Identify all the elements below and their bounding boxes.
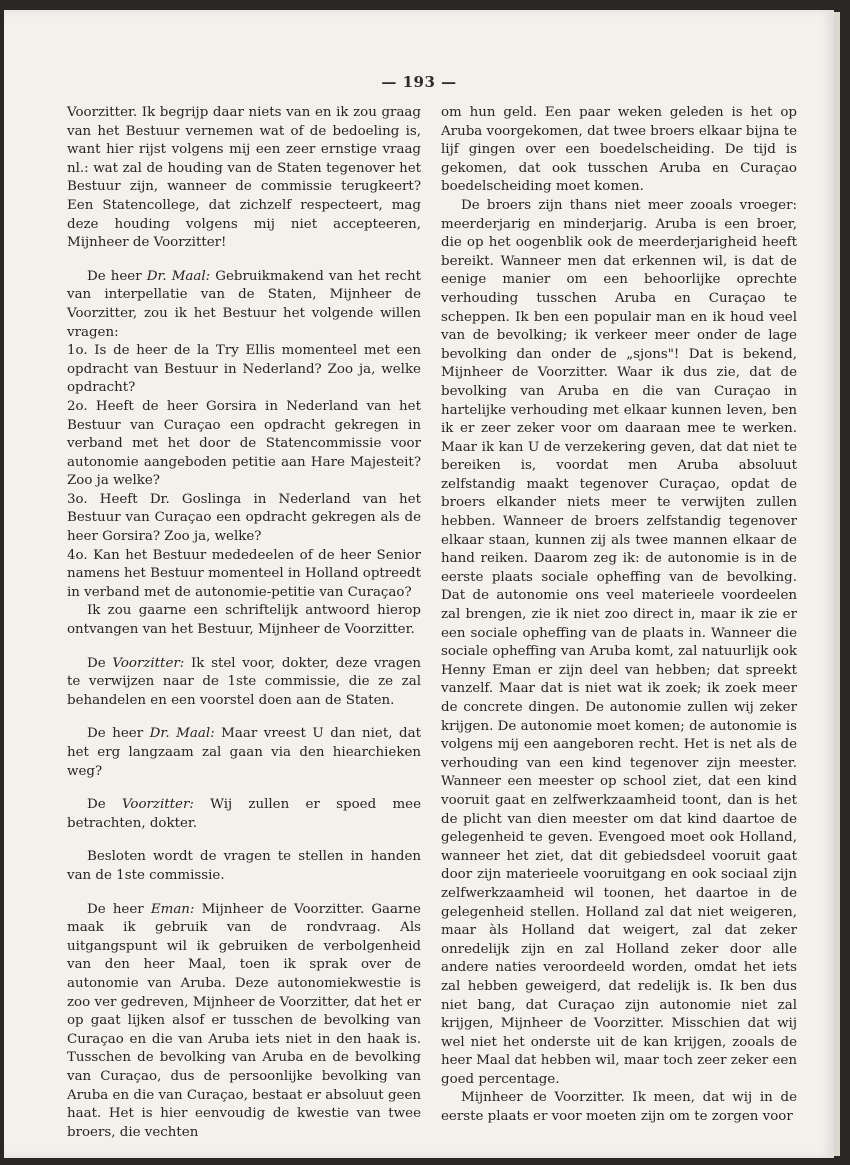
paragraph: Besloten wordt de vragen te stellen in handen van de 1ste commissie. bbox=[67, 849, 421, 883]
paragraph: Mijnheer de Voorzitter. Ik meen, dat wij in de eerste plaats er voor moeten zijn om te zorgen voor bbox=[441, 1090, 797, 1125]
paragraph: De Voorzitter: Wij zullen er spoed mee betrachten, dokter. bbox=[67, 797, 421, 831]
paragraph: De broers zijn thans niet meer zooals vroeger: meerderjarig en minderjarig. Aruba is een broer, die op het oogenblik ook de meerderjarigheid heeft bereikt. Wanneer men dat erkennen wil, is dat de eenige manier om een behoorlijke oprechte verhouding tusschen Aruba en Curaçao te scheppen. Ik ben een populair man en ik houd veel van de bevolking; ik verkeer meer onder de lage bevolking dan onder de „sjons"! Dat is bekend, Mijnheer de Voorzitter. Waar ik dus zie, dat de bevolking van Aruba en die van Curaçao in hartelijke verhouding met elkaar kunnen leven, ben ik er zeer zeker voor om daaraan mee te werken. Maar ik kan U de verzekering geven, dat dat niet te bereiken is, voordat men Aruba absoluut zelfstandig maakt tegenover Curaçao, opdat de broers elkander niets meer te verwijten zullen hebben. Wanneer de broers zelfstandig tegenover elkaar staan, kunnen zij als twee mannen elkaar de hand reiken. Daarom zeg ik: de autonomie is in de eerste plaats sociale opheffing van de bevolking. Dat de autonomie ons veel materieele voordeelen zal brengen, zie ik niet zoo direct in, maar ik zie er een sociale opheffing van de plaats in. Wanneer die sociale opheffing van Aruba komt, zal natuurlijk ook Henny Eman er zijn deel van hebben; dat spreekt vanzelf. Maar dat is niet wat ik zoek; ik zoek meer de concrete dingen. De autonomie zullen wij zeker krijgen. De autonomie moet komen; de autonomie is volgens mij een aangeboren recht. Het is net als de verhouding van een kind tegenover zijn meester. Wanneer een meester op school ziet, dat een kind vooruit gaat en zelfwerkzaamheid toont, dan is het de plicht van dien meester om dat kind daartoe de gelegenheid te geven. Evengoed moet ook Holland, wanneer het ziet, dat dit gebiedsdeel vooruit gaat door zijn materieele vooruitgang en ook sociaal zijn zelfwerkzaamheid wil toonen, het daartoe in de gelegenheid stellen. Holland zal dat niet weigeren, maar àls Holland dat weigert, zal dat zeker onredelijk zijn en zal Holland zeker door alle andere naties veroordeeld worden, omdat het iets zal hebben geweigerd, dat redelijk is. Ik ben dus niet bang, dat Curaçao zijn autonomie niet zal krijgen, Mijnheer de Voorzitter. Misschien dat wij wel niet het onderste uit de kan krijgen, zooals de heer Maal dat hebben wil, maar toch zeer zeker een goed percentage. bbox=[441, 197, 797, 1087]
question-item: 2o. Heeft de heer Gorsira in Nederland van het Bestuur van Curaçao een opdracht gekregen in verband met het door de Statencommissie voor autonomie aangeboden petitie aan Hare Majesteit? Zoo ja welke? bbox=[67, 398, 421, 489]
paragraph: De heer Eman: Mijnheer de Voorzitter. Gaarne maak ik gebruik van de rondvraag. Als uitgangspunt wil ik gebruiken de verbolgenheid van den heer Maal, toen ik sprak over de autonomie van Aruba. Deze autonomiekwestie is zoo ver gedreven, Mijnheer de Voorzitter, dat het er op gaat lijken alsof er tusschen de bevolking van Curaçao en die van Aruba iets niet in den haak is. Tusschen de bevolking van Aruba en de bevolking van Curaçao, dus de persoonlijke bevolking van Aruba en die van Curaçao, bestaat er absoluut geen haat. Het is hier eenvoudig de kwestie van twee broers, die vechten bbox=[67, 901, 421, 1140]
page-edge bbox=[834, 12, 840, 1156]
paragraph: Ik zou gaarne een schriftelijk antwoord hierop ontvangen van het Bestuur, Mijnheer de Voorzitter. bbox=[67, 603, 421, 638]
left-column bbox=[67, 104, 421, 1142]
question-item: 1o. Is de heer de la Try Ellis momenteel met een opdracht van Bestuur in Nederland? Zoo ja, welke opdracht? bbox=[67, 343, 421, 396]
speaker-name: Dr. Maal: bbox=[149, 726, 215, 742]
question-item: 4o. Kan het Bestuur mededeelen of de heer Senior namens het Bestuur momenteel in Holland optreedt in verband met de autonomie-petitie van Curaçao? bbox=[67, 547, 421, 600]
page-number: — 193 — bbox=[381, 73, 457, 91]
speaker-name: Dr. Maal: bbox=[146, 268, 211, 284]
paragraph: De Voorzitter: Ik stel voor, dokter, deze vragen te verwijzen naar de 1ste commissie, die ze zal behandelen en een voorstel doen aan de Staten. bbox=[67, 655, 422, 708]
question-item: 3o. Heeft Dr. Goslinga in Nederland van het Bestuur van Curaçao een opdracht gekregen als de heer Gorsira? Zoo ja, welke? bbox=[67, 491, 421, 545]
paragraph: om hun geld. Een paar weken geleden is het op Aruba voorgekomen, dat twee broers elkaar bijna te lijf gingen over een boedelscheiding. De tijd is gekomen, dat ook tusschen Aruba en Curaçao boedelscheiding moet komen. bbox=[441, 105, 797, 195]
speaker-name: Voorzitter: bbox=[121, 797, 194, 813]
right-column bbox=[441, 104, 797, 1127]
document-page bbox=[4, 10, 834, 1158]
speaker-name: Voorzitter: bbox=[112, 655, 185, 671]
speaker-name: Eman: bbox=[150, 901, 195, 917]
paragraph: De heer Dr. Maal: Maar vreest U dan niet, dat het erg langzaam zal gaan via den hiearchieken weg? bbox=[67, 726, 421, 779]
paragraph: De heer Dr. Maal: Gebruikmakend van het recht van interpellatie van de Staten, Mijnheer de Voorzitter, zou ik het Bestuur het volgende willen vragen: bbox=[67, 268, 421, 340]
paragraph: Voorzitter. Ik begrijp daar niets van en ik zou graag van het Bestuur vernemen wat of de bedoeling is, want hier rijst volgens mij een zeer ernstige vraag nl.: wat zal de houding van de Staten tegenover het Bestuur zijn, wanneer de commissie terugkeert? Een Statencollege, dat zichzelf respecteert, mag deze houding volgens mij niet accepteeren, Mijnheer de Voorzitter! bbox=[67, 105, 421, 251]
